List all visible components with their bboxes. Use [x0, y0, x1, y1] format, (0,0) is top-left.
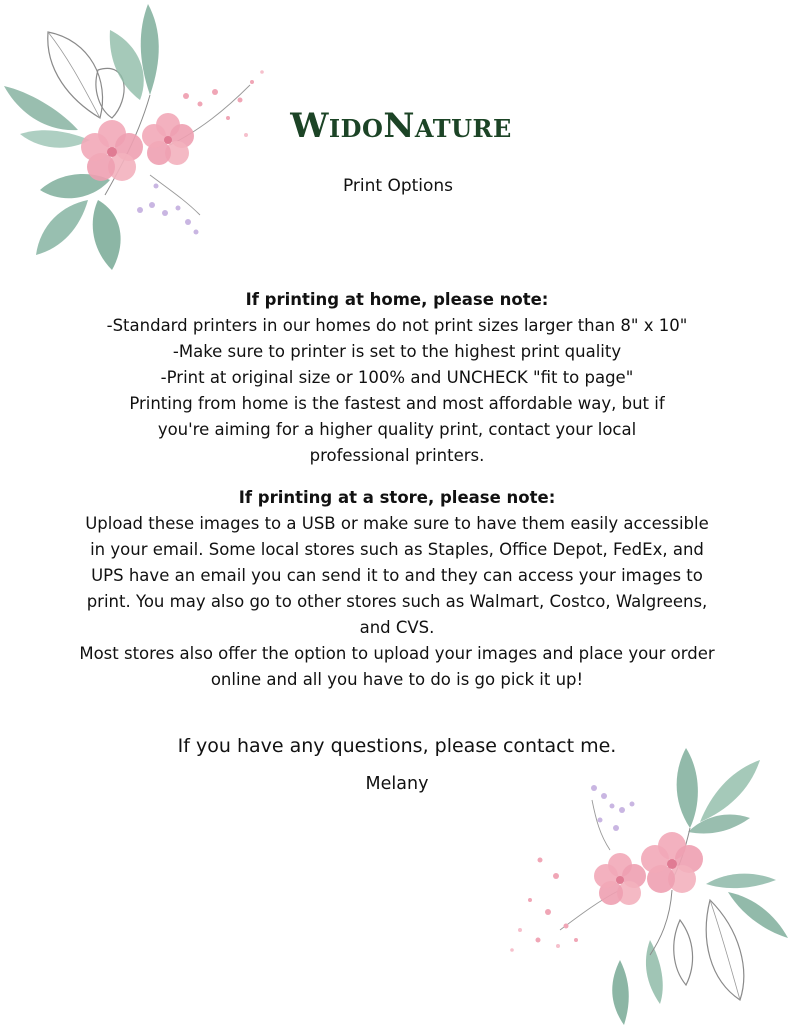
store-section-paragraph: Upload these images to a USB or make sure to have them easily accessible in your email. Some local stores such as Staples, Office Depot, FedEx, and UPS have an email you can send it to and they can access your images to print. You may also go to other stores such as Walmart, Costco, Walgreens, and CVS.	[85, 514, 709, 637]
store-section-paragraph-2: Most stores also offer the option to upload your images and place your order online and all you have to do is go pick it up!	[79, 644, 715, 689]
brand-logo: WidoNature	[290, 106, 512, 146]
store-printing-section	[60, 485, 734, 693]
home-note-line: -Print at original size or 100% and UNCHECK "fit to page"	[160, 368, 634, 387]
page-subtitle: Print Options	[342, 176, 454, 196]
floral-decoration-bottom-icon	[500, 740, 794, 1028]
store-section-heading: If printing at a store, please note:	[238, 488, 556, 507]
signature: Melany	[365, 774, 429, 794]
home-section-heading: If printing at home, please note:	[245, 290, 549, 309]
contact-note: If you have any questions, please contact me.	[177, 735, 617, 757]
home-note-line: -Make sure to printer is set to the highest print quality	[172, 342, 622, 361]
floral-decoration-top-icon	[0, 0, 280, 280]
home-section-paragraph: Printing from home is the fastest and most affordable way, but if you're aiming for a higher quality print, contact your local professional printers.	[129, 394, 665, 465]
home-note-line: -Standard printers in our homes do not print sizes larger than 8" x 10"	[106, 316, 688, 335]
home-printing-section	[60, 287, 734, 469]
